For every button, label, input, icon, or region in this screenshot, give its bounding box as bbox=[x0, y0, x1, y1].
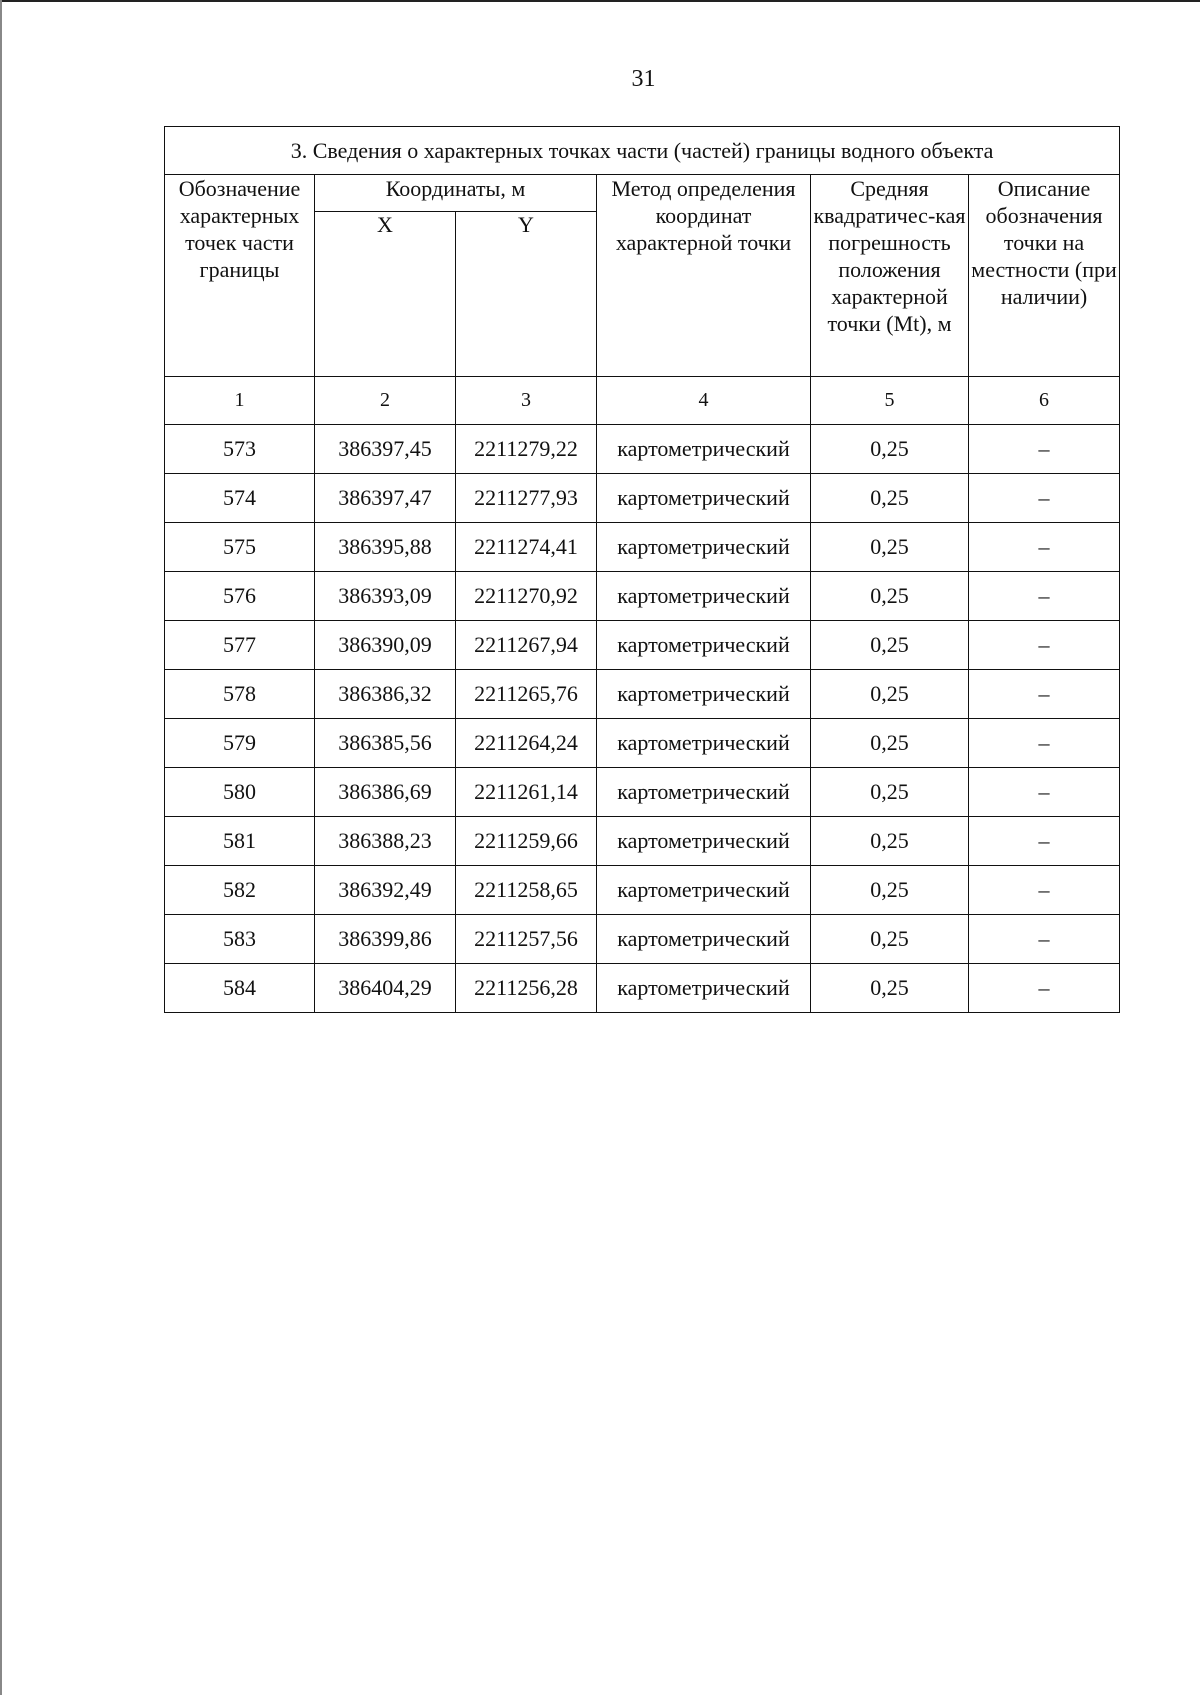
error-cell: 0,25 bbox=[811, 768, 969, 817]
table-row bbox=[165, 719, 1120, 768]
point-id-cell: 573 bbox=[165, 425, 315, 474]
description-cell: – bbox=[969, 817, 1120, 866]
x-coordinate-cell: 386386,32 bbox=[315, 670, 456, 719]
error-cell: 0,25 bbox=[811, 866, 969, 915]
description-cell: – bbox=[969, 866, 1120, 915]
error-cell: 0,25 bbox=[811, 817, 969, 866]
column-number: 3 bbox=[456, 377, 597, 425]
column-number: 4 bbox=[597, 377, 811, 425]
point-id-cell: 581 bbox=[165, 817, 315, 866]
method-cell: картометрический bbox=[597, 621, 811, 670]
method-cell: картометрический bbox=[597, 768, 811, 817]
scan-top-edge bbox=[0, 0, 1200, 2]
page-number: 31 bbox=[631, 66, 656, 92]
header-method: Метод определения координат характерной точки bbox=[597, 175, 811, 377]
point-id-cell: 577 bbox=[165, 621, 315, 670]
column-number: 2 bbox=[315, 377, 456, 425]
header-error: Средняя квадратичес-кая погрешность положения характерной точки (Mt), м bbox=[811, 175, 969, 377]
method-cell: картометрический bbox=[597, 964, 811, 1013]
y-coordinate-cell: 2211261,14 bbox=[456, 768, 597, 817]
method-cell: картометрический bbox=[597, 670, 811, 719]
column-number: 5 bbox=[811, 377, 969, 425]
error-cell: 0,25 bbox=[811, 572, 969, 621]
y-coordinate-cell: 2211277,93 bbox=[456, 474, 597, 523]
method-cell: картометрический bbox=[597, 425, 811, 474]
x-coordinate-cell: 386395,88 bbox=[315, 523, 456, 572]
table-row bbox=[165, 866, 1120, 915]
table-row bbox=[165, 964, 1120, 1013]
point-id-cell: 576 bbox=[165, 572, 315, 621]
y-coordinate-cell: 2211267,94 bbox=[456, 621, 597, 670]
description-cell: – bbox=[969, 719, 1120, 768]
x-coordinate-cell: 386390,09 bbox=[315, 621, 456, 670]
x-coordinate-cell: 386393,09 bbox=[315, 572, 456, 621]
point-id-cell: 580 bbox=[165, 768, 315, 817]
table-row bbox=[165, 817, 1120, 866]
boundary-points-table bbox=[164, 126, 1120, 1013]
y-coordinate-cell: 2211265,76 bbox=[456, 670, 597, 719]
description-cell: – bbox=[969, 425, 1120, 474]
x-coordinate-cell: 386392,49 bbox=[315, 866, 456, 915]
point-id-cell: 578 bbox=[165, 670, 315, 719]
table-row bbox=[165, 768, 1120, 817]
column-number: 1 bbox=[165, 377, 315, 425]
table-row bbox=[165, 621, 1120, 670]
table-title: 3. Сведения о характерных точках части (частей) границы водного объекта bbox=[165, 127, 1120, 175]
description-cell: – bbox=[969, 474, 1120, 523]
x-coordinate-cell: 386397,47 bbox=[315, 474, 456, 523]
y-coordinate-cell: 2211256,28 bbox=[456, 964, 597, 1013]
method-cell: картометрический bbox=[597, 915, 811, 964]
column-number-row bbox=[165, 377, 1120, 425]
description-cell: – bbox=[969, 964, 1120, 1013]
header-point: Обозначение характерных точек части границы bbox=[165, 175, 315, 377]
error-cell: 0,25 bbox=[811, 719, 969, 768]
x-coordinate-cell: 386397,45 bbox=[315, 425, 456, 474]
error-cell: 0,25 bbox=[811, 915, 969, 964]
table-row bbox=[165, 523, 1120, 572]
description-cell: – bbox=[969, 621, 1120, 670]
scan-left-edge bbox=[0, 0, 2, 1695]
y-coordinate-cell: 2211264,24 bbox=[456, 719, 597, 768]
table-row bbox=[165, 425, 1120, 474]
y-coordinate-cell: 2211270,92 bbox=[456, 572, 597, 621]
error-cell: 0,25 bbox=[811, 670, 969, 719]
method-cell: картометрический bbox=[597, 572, 811, 621]
y-coordinate-cell: 2211259,66 bbox=[456, 817, 597, 866]
table-row bbox=[165, 474, 1120, 523]
header-x: X bbox=[315, 212, 456, 377]
y-coordinate-cell: 2211257,56 bbox=[456, 915, 597, 964]
description-cell: – bbox=[969, 915, 1120, 964]
x-coordinate-cell: 386399,86 bbox=[315, 915, 456, 964]
header-y: Y bbox=[456, 212, 597, 377]
x-coordinate-cell: 386388,23 bbox=[315, 817, 456, 866]
method-cell: картометрический bbox=[597, 474, 811, 523]
error-cell: 0,25 bbox=[811, 523, 969, 572]
x-coordinate-cell: 386386,69 bbox=[315, 768, 456, 817]
error-cell: 0,25 bbox=[811, 474, 969, 523]
x-coordinate-cell: 386385,56 bbox=[315, 719, 456, 768]
method-cell: картометрический bbox=[597, 523, 811, 572]
table-row bbox=[165, 915, 1120, 964]
point-id-cell: 584 bbox=[165, 964, 315, 1013]
column-number: 6 bbox=[969, 377, 1120, 425]
description-cell: – bbox=[969, 572, 1120, 621]
error-cell: 0,25 bbox=[811, 964, 969, 1013]
description-cell: – bbox=[969, 670, 1120, 719]
header-coordinates: Координаты, м bbox=[315, 175, 597, 212]
y-coordinate-cell: 2211279,22 bbox=[456, 425, 597, 474]
point-id-cell: 575 bbox=[165, 523, 315, 572]
y-coordinate-cell: 2211258,65 bbox=[456, 866, 597, 915]
x-coordinate-cell: 386404,29 bbox=[315, 964, 456, 1013]
table-row bbox=[165, 572, 1120, 621]
table-row bbox=[165, 670, 1120, 719]
method-cell: картометрический bbox=[597, 817, 811, 866]
point-id-cell: 574 bbox=[165, 474, 315, 523]
description-cell: – bbox=[969, 768, 1120, 817]
point-id-cell: 579 bbox=[165, 719, 315, 768]
y-coordinate-cell: 2211274,41 bbox=[456, 523, 597, 572]
description-cell: – bbox=[969, 523, 1120, 572]
header-description: Описание обозначения точки на местности (при наличии) bbox=[969, 175, 1120, 377]
point-id-cell: 583 bbox=[165, 915, 315, 964]
method-cell: картометрический bbox=[597, 866, 811, 915]
error-cell: 0,25 bbox=[811, 621, 969, 670]
error-cell: 0,25 bbox=[811, 425, 969, 474]
method-cell: картометрический bbox=[597, 719, 811, 768]
point-id-cell: 582 bbox=[165, 866, 315, 915]
